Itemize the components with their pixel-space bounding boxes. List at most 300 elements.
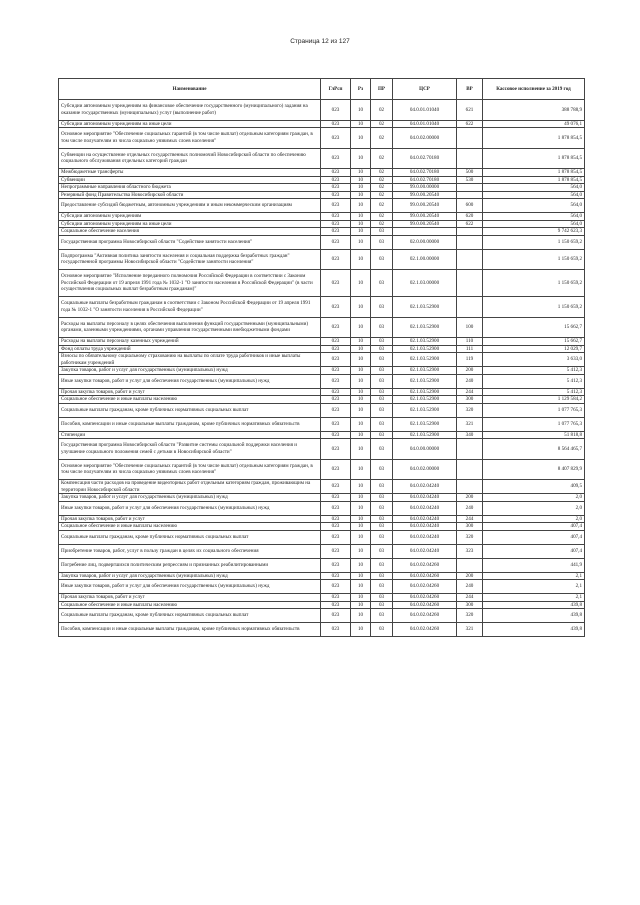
cell-vr: 100 bbox=[457, 317, 483, 338]
cell-csr: 04.0.02.04240 bbox=[393, 501, 457, 515]
cell-rz: 10 bbox=[351, 100, 371, 121]
cell-grbs: 023 bbox=[321, 100, 351, 121]
cell-amount: 8 564 465,7 bbox=[483, 439, 585, 460]
cell-pr: 03 bbox=[371, 396, 393, 404]
cell-vr: 110 bbox=[457, 338, 483, 346]
cell-rz: 10 bbox=[351, 403, 371, 417]
cell-pr: 02 bbox=[371, 169, 393, 177]
cell-rz: 10 bbox=[351, 480, 371, 494]
cell-vr bbox=[457, 148, 483, 169]
table-row bbox=[59, 297, 585, 318]
cell-rz: 10 bbox=[351, 494, 371, 502]
table-row bbox=[59, 580, 585, 594]
cell-amount: 1 878 854,5 bbox=[483, 176, 585, 184]
cell-name: Непрограммные направления областного бюджета bbox=[59, 184, 321, 192]
cell-pr: 02 bbox=[371, 199, 393, 213]
cell-amount: 2,0 bbox=[483, 501, 585, 515]
cell-vr bbox=[457, 480, 483, 494]
cell-rz: 10 bbox=[351, 396, 371, 404]
cell-csr: 04.0.02.04240 bbox=[393, 544, 457, 558]
cell-pr: 03 bbox=[371, 601, 393, 609]
cell-name: Погребение лиц, подвергшихся политическим репрессиям и признанных реабилитированными bbox=[59, 558, 321, 572]
cell-csr: 04.0.02.04240 bbox=[393, 530, 457, 544]
cell-vr: 119 bbox=[457, 353, 483, 367]
cell-rz: 10 bbox=[351, 572, 371, 580]
cell-csr: 04.0.02.04240 bbox=[393, 480, 457, 494]
cell-amount: 5 412,3 bbox=[483, 388, 585, 396]
cell-csr: 02.1.03.52900 bbox=[393, 431, 457, 439]
cell-name: Субсидии автономным учреждениям на иные цели bbox=[59, 120, 321, 128]
cell-csr: 02.1.03.00000 bbox=[393, 270, 457, 297]
cell-vr: 200 bbox=[457, 494, 483, 502]
cell-vr: 323 bbox=[457, 544, 483, 558]
table-row bbox=[59, 345, 585, 353]
cell-vr bbox=[457, 297, 483, 318]
cell-csr: 04.0.02.04260 bbox=[393, 601, 457, 609]
cell-rz: 10 bbox=[351, 431, 371, 439]
cell-amount: 49 076,1 bbox=[483, 120, 585, 128]
cell-csr: 04.0.01.01040 bbox=[393, 120, 457, 128]
cell-csr: 02.1.03.52900 bbox=[393, 388, 457, 396]
cell-vr bbox=[457, 191, 483, 199]
cell-grbs: 023 bbox=[321, 199, 351, 213]
cell-amount: 1 077 765,3 bbox=[483, 417, 585, 431]
cell-rz: 10 bbox=[351, 297, 371, 318]
cell-rz: 10 bbox=[351, 235, 371, 249]
cell-rz: 10 bbox=[351, 580, 371, 594]
table-row bbox=[59, 417, 585, 431]
cell-grbs: 023 bbox=[321, 544, 351, 558]
cell-rz: 10 bbox=[351, 594, 371, 602]
cell-name: Социальные выплаты гражданам, кроме публичных нормативных социальных выплат bbox=[59, 403, 321, 417]
cell-csr: 04.0.02.00000 bbox=[393, 459, 457, 480]
cell-amount: 1 878 854,5 bbox=[483, 128, 585, 149]
cell-pr: 03 bbox=[371, 501, 393, 515]
cell-amount: 1 077 765,3 bbox=[483, 403, 585, 417]
cell-amount: 3 633,0 bbox=[483, 353, 585, 367]
table-row bbox=[59, 623, 585, 637]
cell-amount: 15 662,7 bbox=[483, 317, 585, 338]
table-row bbox=[59, 396, 585, 404]
table-row bbox=[59, 459, 585, 480]
cell-rz: 10 bbox=[351, 353, 371, 367]
cell-name: Социальное обеспечение и иные выплаты населению bbox=[59, 396, 321, 404]
cell-rz: 10 bbox=[351, 544, 371, 558]
cell-pr: 02 bbox=[371, 184, 393, 192]
cell-vr bbox=[457, 235, 483, 249]
cell-name: Приобретение товаров, работ, услуг в пользу граждан в целях их социального обеспечения bbox=[59, 544, 321, 558]
cell-csr: 99.0.00.20540 bbox=[393, 213, 457, 221]
cell-grbs: 023 bbox=[321, 523, 351, 531]
cell-rz: 10 bbox=[351, 176, 371, 184]
table-row bbox=[59, 317, 585, 338]
cell-rz: 10 bbox=[351, 459, 371, 480]
table-row bbox=[59, 501, 585, 515]
cell-pr: 03 bbox=[371, 297, 393, 318]
cell-csr: 04.0.02.04240 bbox=[393, 515, 457, 523]
cell-amount: 8 407 829,9 bbox=[483, 459, 585, 480]
cell-csr: 04.0.02.04260 bbox=[393, 594, 457, 602]
table-row bbox=[59, 388, 585, 396]
cell-amount: 564,0 bbox=[483, 184, 585, 192]
cell-amount: 439,8 bbox=[483, 601, 585, 609]
cell-pr: 03 bbox=[371, 580, 393, 594]
cell-vr: 300 bbox=[457, 396, 483, 404]
cell-csr: 04.0.00.00000 bbox=[393, 439, 457, 460]
cell-amount: 5 412,3 bbox=[483, 374, 585, 388]
cell-csr: 04.0.02.70180 bbox=[393, 176, 457, 184]
cell-csr: 02.0.00.00000 bbox=[393, 235, 457, 249]
cell-csr: 02.1.00.00000 bbox=[393, 249, 457, 270]
cell-csr: 04.0.02.04260 bbox=[393, 558, 457, 572]
cell-amount: 2,1 bbox=[483, 580, 585, 594]
cell-vr: 622 bbox=[457, 120, 483, 128]
cell-grbs: 023 bbox=[321, 353, 351, 367]
cell-amount: 2,0 bbox=[483, 494, 585, 502]
cell-amount: 2,1 bbox=[483, 594, 585, 602]
cell-grbs: 023 bbox=[321, 367, 351, 375]
cell-rz: 10 bbox=[351, 184, 371, 192]
cell-name: Социальные выплаты гражданам, кроме публичных нормативных социальных выплат bbox=[59, 609, 321, 623]
cell-pr: 02 bbox=[371, 176, 393, 184]
cell-pr: 03 bbox=[371, 388, 393, 396]
cell-name: Прочая закупка товаров, работ и услуг bbox=[59, 594, 321, 602]
cell-rz: 10 bbox=[351, 367, 371, 375]
cell-amount: 51 818,8 bbox=[483, 431, 585, 439]
cell-amount: 564,0 bbox=[483, 220, 585, 228]
cell-pr: 03 bbox=[371, 249, 393, 270]
table-row bbox=[59, 169, 585, 177]
cell-name: Межбюджетные трансферты bbox=[59, 169, 321, 177]
table-row bbox=[59, 367, 585, 375]
cell-vr: 600 bbox=[457, 199, 483, 213]
cell-vr: 622 bbox=[457, 220, 483, 228]
header-csr: ЦСР bbox=[393, 79, 457, 100]
cell-grbs: 023 bbox=[321, 297, 351, 318]
cell-grbs: 023 bbox=[321, 396, 351, 404]
cell-csr: 04.0.02.04240 bbox=[393, 523, 457, 531]
cell-amount: 564,0 bbox=[483, 191, 585, 199]
table-row bbox=[59, 176, 585, 184]
cell-name: Субвенции bbox=[59, 176, 321, 184]
cell-grbs: 023 bbox=[321, 601, 351, 609]
table-row bbox=[59, 439, 585, 460]
cell-grbs: 023 bbox=[321, 459, 351, 480]
cell-csr: 04.0.02.04260 bbox=[393, 580, 457, 594]
header-grbs: ГлРсп bbox=[321, 79, 351, 100]
table-row bbox=[59, 199, 585, 213]
cell-pr: 03 bbox=[371, 345, 393, 353]
cell-vr: 620 bbox=[457, 213, 483, 221]
cell-grbs: 023 bbox=[321, 220, 351, 228]
header-amount: Кассовое исполнение за 2019 год bbox=[483, 79, 585, 100]
cell-pr: 03 bbox=[371, 374, 393, 388]
cell-csr: 02.1.03.52900 bbox=[393, 317, 457, 338]
cell-rz: 10 bbox=[351, 417, 371, 431]
cell-csr: 02.1.03.52900 bbox=[393, 367, 457, 375]
cell-grbs: 023 bbox=[321, 120, 351, 128]
cell-amount: 1 150 659,2 bbox=[483, 235, 585, 249]
cell-rz: 10 bbox=[351, 623, 371, 637]
cell-amount: 1 150 659,2 bbox=[483, 270, 585, 297]
cell-csr: 99.0.00.20540 bbox=[393, 199, 457, 213]
table-row bbox=[59, 515, 585, 523]
cell-name: Компенсация части расходов на проведение видеоторных работ отдельным категориям граждан, проживающим на территории Новосибирской области bbox=[59, 480, 321, 494]
cell-grbs: 023 bbox=[321, 249, 351, 270]
table-row bbox=[59, 431, 585, 439]
cell-rz: 10 bbox=[351, 128, 371, 149]
cell-grbs: 023 bbox=[321, 213, 351, 221]
cell-csr: 04.0.02.04260 bbox=[393, 609, 457, 623]
cell-grbs: 023 bbox=[321, 572, 351, 580]
cell-name: Взносы по обязательному социальному страхованию на выплаты по оплате труда работников и иные выплаты работникам учреждений bbox=[59, 353, 321, 367]
cell-grbs: 023 bbox=[321, 388, 351, 396]
table-row bbox=[59, 228, 585, 236]
cell-name: Основное мероприятие "Обеспечение социальных гарантий (в том числе выплат) отдельным категориям граждан, в том числе получателям из числа социально уязвимых слоев населения" bbox=[59, 128, 321, 149]
cell-csr: 02.1.03.52900 bbox=[393, 338, 457, 346]
cell-pr: 02 bbox=[371, 213, 393, 221]
cell-csr: 02.1.03.52900 bbox=[393, 396, 457, 404]
cell-vr: 340 bbox=[457, 431, 483, 439]
cell-pr: 02 bbox=[371, 220, 393, 228]
cell-vr: 300 bbox=[457, 523, 483, 531]
table-row bbox=[59, 100, 585, 121]
cell-pr: 03 bbox=[371, 270, 393, 297]
cell-pr: 02 bbox=[371, 120, 393, 128]
cell-rz: 10 bbox=[351, 220, 371, 228]
cell-pr: 02 bbox=[371, 100, 393, 121]
cell-pr: 03 bbox=[371, 367, 393, 375]
cell-pr: 02 bbox=[371, 128, 393, 149]
cell-name: Субсидии автономным учреждениям bbox=[59, 213, 321, 221]
cell-pr: 03 bbox=[371, 353, 393, 367]
cell-grbs: 023 bbox=[321, 176, 351, 184]
cell-name: Иные закупки товаров, работ и услуг для обеспечения государственных (муниципальных) нужд bbox=[59, 374, 321, 388]
header-vr: ВР bbox=[457, 79, 483, 100]
cell-csr: 02.1.03.52900 bbox=[393, 403, 457, 417]
cell-csr: 99.0.00.00000 bbox=[393, 184, 457, 192]
cell-rz: 10 bbox=[351, 199, 371, 213]
cell-rz: 10 bbox=[351, 523, 371, 531]
cell-name: Прочая закупка товаров, работ и услуг bbox=[59, 515, 321, 523]
cell-csr: 04.0.02.00000 bbox=[393, 128, 457, 149]
cell-vr: 321 bbox=[457, 623, 483, 637]
cell-name: Социальное обеспечение и иные выплаты населению bbox=[59, 523, 321, 531]
table-row bbox=[59, 403, 585, 417]
cell-name: Иные закупки товаров, работ и услуг для обеспечения государственных (муниципальных) нужд bbox=[59, 580, 321, 594]
cell-vr: 300 bbox=[457, 601, 483, 609]
table-row bbox=[59, 572, 585, 580]
header-rz: Рз bbox=[351, 79, 371, 100]
budget-execution-table bbox=[58, 78, 585, 637]
cell-pr: 03 bbox=[371, 317, 393, 338]
cell-name: Подпрограмма "Активная политика занятости населения и социальная поддержка безработных граждан" государственной программы Новосибирской области "Содействие занятости населения" bbox=[59, 249, 321, 270]
cell-rz: 10 bbox=[351, 338, 371, 346]
cell-name: Иные закупки товаров, работ и услуг для обеспечения государственных (муниципальных) нужд bbox=[59, 501, 321, 515]
cell-grbs: 023 bbox=[321, 169, 351, 177]
cell-rz: 10 bbox=[351, 169, 371, 177]
cell-csr: 02.1.03.52900 bbox=[393, 297, 457, 318]
table-row bbox=[59, 594, 585, 602]
cell-vr bbox=[457, 558, 483, 572]
cell-grbs: 023 bbox=[321, 480, 351, 494]
cell-pr: 03 bbox=[371, 523, 393, 531]
cell-name: Пособия, компенсации и иные социальные выплаты гражданам, кроме публичных нормативных обязательств bbox=[59, 623, 321, 637]
cell-vr: 320 bbox=[457, 609, 483, 623]
cell-pr: 03 bbox=[371, 439, 393, 460]
cell-rz: 10 bbox=[351, 270, 371, 297]
cell-vr: 240 bbox=[457, 580, 483, 594]
cell-rz: 10 bbox=[351, 374, 371, 388]
cell-vr: 320 bbox=[457, 403, 483, 417]
cell-csr: 02.1.03.52900 bbox=[393, 345, 457, 353]
table-row bbox=[59, 494, 585, 502]
cell-grbs: 023 bbox=[321, 558, 351, 572]
cell-amount: 1 150 659,2 bbox=[483, 249, 585, 270]
table-header-row bbox=[59, 79, 585, 100]
cell-vr: 200 bbox=[457, 367, 483, 375]
cell-vr bbox=[457, 128, 483, 149]
cell-csr: 99.0.00.20540 bbox=[393, 191, 457, 199]
cell-csr: 04.0.02.04240 bbox=[393, 494, 457, 502]
table-row bbox=[59, 184, 585, 192]
cell-amount: 1 129 584,2 bbox=[483, 396, 585, 404]
table-row bbox=[59, 480, 585, 494]
cell-vr: 621 bbox=[457, 100, 483, 121]
cell-csr: 04.0.01.01040 bbox=[393, 100, 457, 121]
cell-vr: 244 bbox=[457, 388, 483, 396]
cell-pr: 03 bbox=[371, 459, 393, 480]
cell-name: Государственная программа Новосибирской области "Развитие системы социальной поддержки населения и улучшение социального положения семей с детьми в Новосибирской области" bbox=[59, 439, 321, 460]
table-row bbox=[59, 338, 585, 346]
cell-amount: 439,8 bbox=[483, 623, 585, 637]
cell-grbs: 023 bbox=[321, 228, 351, 236]
cell-vr: 320 bbox=[457, 530, 483, 544]
cell-grbs: 023 bbox=[321, 417, 351, 431]
cell-pr: 03 bbox=[371, 544, 393, 558]
cell-csr: 02.1.03.52900 bbox=[393, 374, 457, 388]
cell-csr: 99.0.00.20540 bbox=[393, 220, 457, 228]
table-row bbox=[59, 128, 585, 149]
cell-amount: 9 742 623,3 bbox=[483, 228, 585, 236]
cell-vr: 200 bbox=[457, 572, 483, 580]
cell-pr: 03 bbox=[371, 431, 393, 439]
cell-rz: 10 bbox=[351, 501, 371, 515]
cell-grbs: 023 bbox=[321, 148, 351, 169]
cell-pr: 02 bbox=[371, 191, 393, 199]
cell-amount: 439,8 bbox=[483, 609, 585, 623]
table-row bbox=[59, 544, 585, 558]
cell-vr: 530 bbox=[457, 176, 483, 184]
cell-grbs: 023 bbox=[321, 501, 351, 515]
cell-pr: 03 bbox=[371, 228, 393, 236]
cell-vr bbox=[457, 439, 483, 460]
cell-rz: 10 bbox=[351, 439, 371, 460]
cell-name: Расходы на выплаты персоналу в целях обеспечения выполнения функций государственными (муниципальными) органами, казенными учреждениями, органами управления государственными внебюджетными фондами bbox=[59, 317, 321, 338]
cell-name: Субсидии автономным учреждениям на иные цели bbox=[59, 220, 321, 228]
cell-name: Социальное обеспечение и иные выплаты населению bbox=[59, 601, 321, 609]
cell-pr: 03 bbox=[371, 558, 393, 572]
cell-name: Социальное обеспечение населения bbox=[59, 228, 321, 236]
cell-name: Социальные выплаты безработным гражданам в соответствии с Законом Российской Федерации от 19 апреля 1991 года № 1032-1 "О занятости населения в Российской Федерации" bbox=[59, 297, 321, 318]
cell-grbs: 023 bbox=[321, 609, 351, 623]
cell-grbs: 023 bbox=[321, 374, 351, 388]
cell-pr: 03 bbox=[371, 403, 393, 417]
cell-rz: 10 bbox=[351, 191, 371, 199]
cell-grbs: 023 bbox=[321, 580, 351, 594]
table-body bbox=[59, 100, 585, 637]
cell-grbs: 023 bbox=[321, 235, 351, 249]
table-row bbox=[59, 235, 585, 249]
cell-vr: 244 bbox=[457, 594, 483, 602]
table-row bbox=[59, 120, 585, 128]
cell-name: Расходы на выплаты персоналу казенных учреждений bbox=[59, 338, 321, 346]
cell-grbs: 023 bbox=[321, 515, 351, 523]
cell-name: Прочая закупка товаров, работ и услуг bbox=[59, 388, 321, 396]
cell-grbs: 023 bbox=[321, 623, 351, 637]
cell-amount: 388 788,9 bbox=[483, 100, 585, 121]
cell-grbs: 023 bbox=[321, 494, 351, 502]
cell-name: Резервный фонд Правительства Новосибирской области bbox=[59, 191, 321, 199]
cell-amount: 1 878 854,5 bbox=[483, 169, 585, 177]
cell-vr: 500 bbox=[457, 169, 483, 177]
cell-name: Субвенции на осуществление отдельных государственных полномочий Новосибирской области по обеспечению социального обслуживания отдельных категорий граждан bbox=[59, 148, 321, 169]
cell-rz: 10 bbox=[351, 609, 371, 623]
cell-name: Субсидии автономным учреждениям на финансовое обеспечение государственного (муниципального) задания на оказание государственных (муниципальных) услуг (выполнение работ) bbox=[59, 100, 321, 121]
cell-name: Государственная программа Новосибирской области "Содействие занятости населения" bbox=[59, 235, 321, 249]
header-pr: ПР bbox=[371, 79, 393, 100]
cell-pr: 03 bbox=[371, 235, 393, 249]
cell-name: Социальные выплаты гражданам, кроме публичных нормативных социальных выплат bbox=[59, 530, 321, 544]
cell-grbs: 023 bbox=[321, 270, 351, 297]
cell-vr: 240 bbox=[457, 501, 483, 515]
cell-vr bbox=[457, 270, 483, 297]
cell-grbs: 023 bbox=[321, 317, 351, 338]
cell-rz: 10 bbox=[351, 601, 371, 609]
cell-amount: 12 029,7 bbox=[483, 345, 585, 353]
cell-vr bbox=[457, 228, 483, 236]
cell-grbs: 023 bbox=[321, 403, 351, 417]
cell-grbs: 023 bbox=[321, 128, 351, 149]
cell-amount: 1 150 659,2 bbox=[483, 297, 585, 318]
cell-pr: 03 bbox=[371, 609, 393, 623]
table-row bbox=[59, 270, 585, 297]
table-row bbox=[59, 601, 585, 609]
cell-amount: 407,4 bbox=[483, 544, 585, 558]
cell-csr: 04.0.02.70180 bbox=[393, 169, 457, 177]
cell-vr bbox=[457, 459, 483, 480]
cell-amount: 409,5 bbox=[483, 480, 585, 494]
cell-name: Закупка товаров, работ и услуг для государственных (муниципальных) нужд bbox=[59, 494, 321, 502]
cell-pr: 03 bbox=[371, 417, 393, 431]
cell-amount: 441,9 bbox=[483, 558, 585, 572]
cell-amount: 407,4 bbox=[483, 530, 585, 544]
table-row bbox=[59, 148, 585, 169]
cell-name: Пособия, компенсации и иные социальные выплаты гражданам, кроме публичных нормативных обязательств bbox=[59, 417, 321, 431]
cell-pr: 02 bbox=[371, 148, 393, 169]
cell-name: Фонд оплаты труда учреждений bbox=[59, 345, 321, 353]
cell-rz: 10 bbox=[351, 228, 371, 236]
cell-vr bbox=[457, 184, 483, 192]
cell-amount: 15 662,7 bbox=[483, 338, 585, 346]
cell-grbs: 023 bbox=[321, 439, 351, 460]
table-row bbox=[59, 353, 585, 367]
cell-grbs: 023 bbox=[321, 191, 351, 199]
cell-pr: 03 bbox=[371, 515, 393, 523]
page-number-header: Страница 12 из 127 bbox=[290, 38, 350, 45]
cell-vr: 240 bbox=[457, 374, 483, 388]
cell-pr: 03 bbox=[371, 530, 393, 544]
